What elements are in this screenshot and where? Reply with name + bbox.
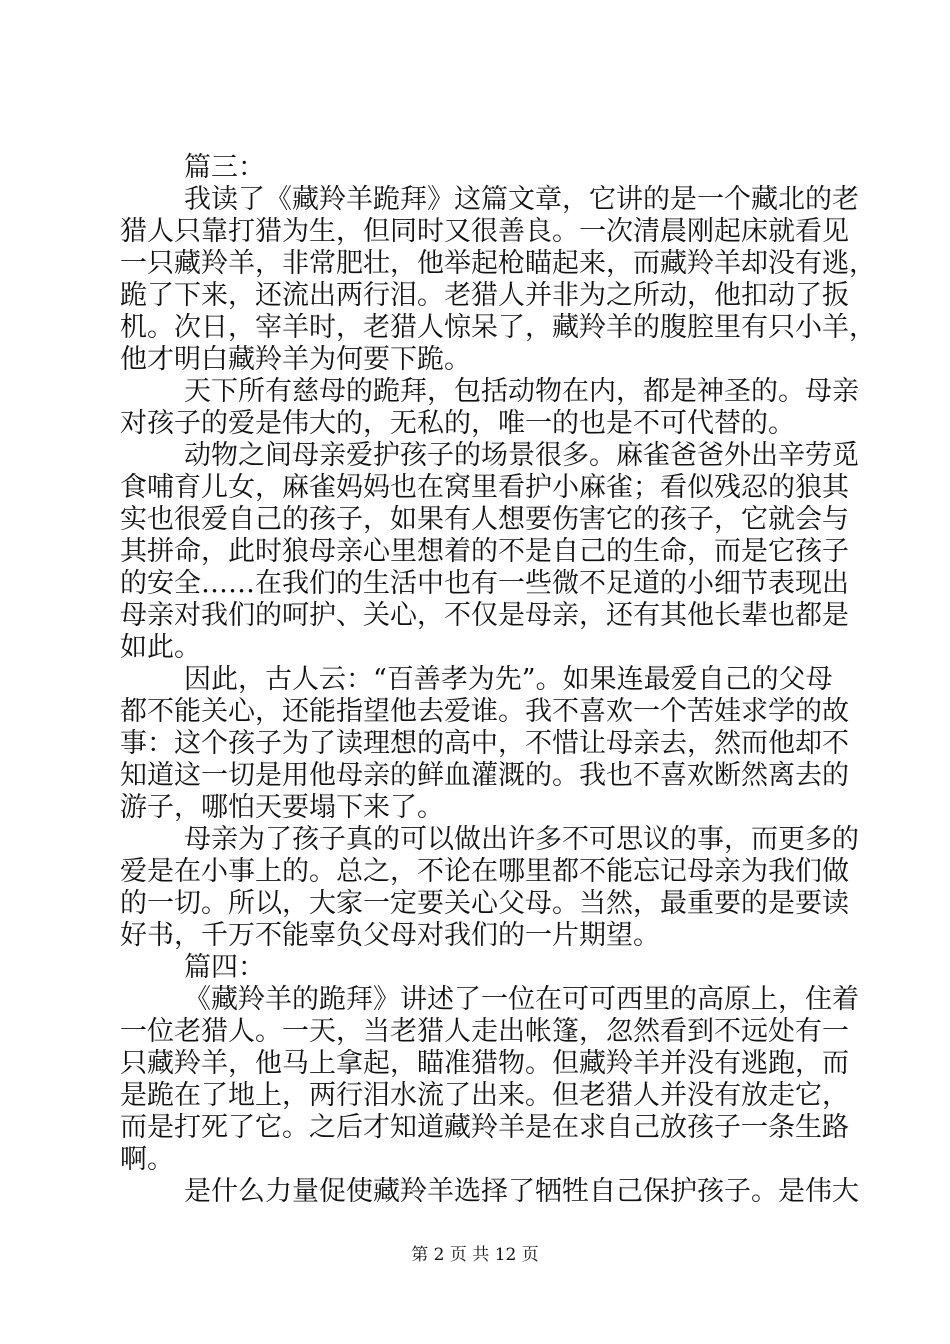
text-line: 母亲为了孩子真的可以做出许多不可思议的事，而更多的 <box>184 824 859 855</box>
text-line: 只藏羚羊，他马上拿起，瞄准猎物。但藏羚羊并没有逃跑，而 <box>120 1048 849 1079</box>
text-line: 是跪在了地上，两行泪水流了出来。但老猎人并没有放走它， <box>120 1080 849 1111</box>
text-line: 我读了《藏羚羊跪拜》这篇文章，它讲的是一个藏北的老 <box>184 184 859 215</box>
text-line: 啊。 <box>120 1144 174 1175</box>
text-line: 食哺育儿女，麻雀妈妈也在窝里看护小麻雀；看似残忍的狼其 <box>120 472 849 503</box>
text-line: 好书，千万不能辜负父母对我们的一片期望。 <box>120 920 660 951</box>
text-line: 一位老猎人。一天，当老猎人走出帐篷，忽然看到不远处有一 <box>120 1016 849 1047</box>
text-line: 他才明白藏羚羊为何要下跪。 <box>120 344 471 375</box>
text-line: 其拼命，此时狼母亲心里想着的不是自己的生命，而是它孩子 <box>120 536 849 567</box>
text-line: 《藏羚羊的跪拜》讲述了一位在可可西里的高原上，住着 <box>184 984 859 1015</box>
text-line: 知道这一切是用他母亲的鲜血灌溉的。我也不喜欢断然离去的 <box>120 760 849 791</box>
text-line: 母亲对我们的呵护、关心，不仅是母亲，还有其他长辈也都是 <box>120 600 849 631</box>
text-line: 机。次日，宰羊时，老猎人惊呆了，藏羚羊的腹腔里有只小羊， <box>120 312 876 343</box>
text-line: 事：这个孩子为了读理想的高中，不惜让母亲去，然而他却不 <box>120 728 849 759</box>
text-line: 跪了下来，还流出两行泪。老猎人并非为之所动，他扣动了扳 <box>120 280 849 311</box>
text-line: 而是打死了它。之后才知道藏羚羊是在求自己放孩子一条生路 <box>120 1112 849 1143</box>
text-line: 爱是在小事上的。总之，不论在哪里都不能忘记母亲为我们做 <box>120 856 849 887</box>
text-line: 一只藏羚羊，非常肥壮，他举起枪瞄起来，而藏羚羊却没有逃， <box>120 248 876 279</box>
text-line: 的安全……在我们的生活中也有一些微不足道的小细节表现出 <box>120 568 849 599</box>
text-line: 猎人只靠打猎为生，但同时又很善良。一次清晨刚起床就看见 <box>120 216 849 247</box>
text-line: 的一切。所以，大家一定要关心父母。当然，最重要的是要读 <box>120 888 849 919</box>
text-line: 游子，哪怕天要塌下来了。 <box>120 792 444 823</box>
text-line: 篇三： <box>184 152 265 183</box>
text-line: 是什么力量促使藏羚羊选择了牺牲自己保护孩子。是伟大 <box>184 1176 859 1207</box>
text-line: 天下所有慈母的跪拜，包括动物在内，都是神圣的。母亲 <box>184 376 859 407</box>
page-footer: 第 2 页 共 12 页 <box>411 1245 539 1265</box>
text-line: 篇四： <box>184 952 265 983</box>
text-line: 对孩子的爱是伟大的，无私的，唯一的也是不可代替的。 <box>120 408 795 439</box>
text-line: 动物之间母亲爱护孩子的场景很多。麻雀爸爸外出辛劳觅 <box>184 440 859 471</box>
text-line: 实也很爱自己的孩子，如果有人想要伤害它的孩子，它就会与 <box>120 504 849 535</box>
text-line: 因此，古人云：“百善孝为先”。如果连最爱自己的父母 <box>184 664 833 695</box>
document-body <box>120 152 876 1208</box>
text-line: 都不能关心，还能指望他去爱谁。我不喜欢一个苦娃求学的故 <box>120 696 849 727</box>
text-line: 如此。 <box>120 632 201 663</box>
